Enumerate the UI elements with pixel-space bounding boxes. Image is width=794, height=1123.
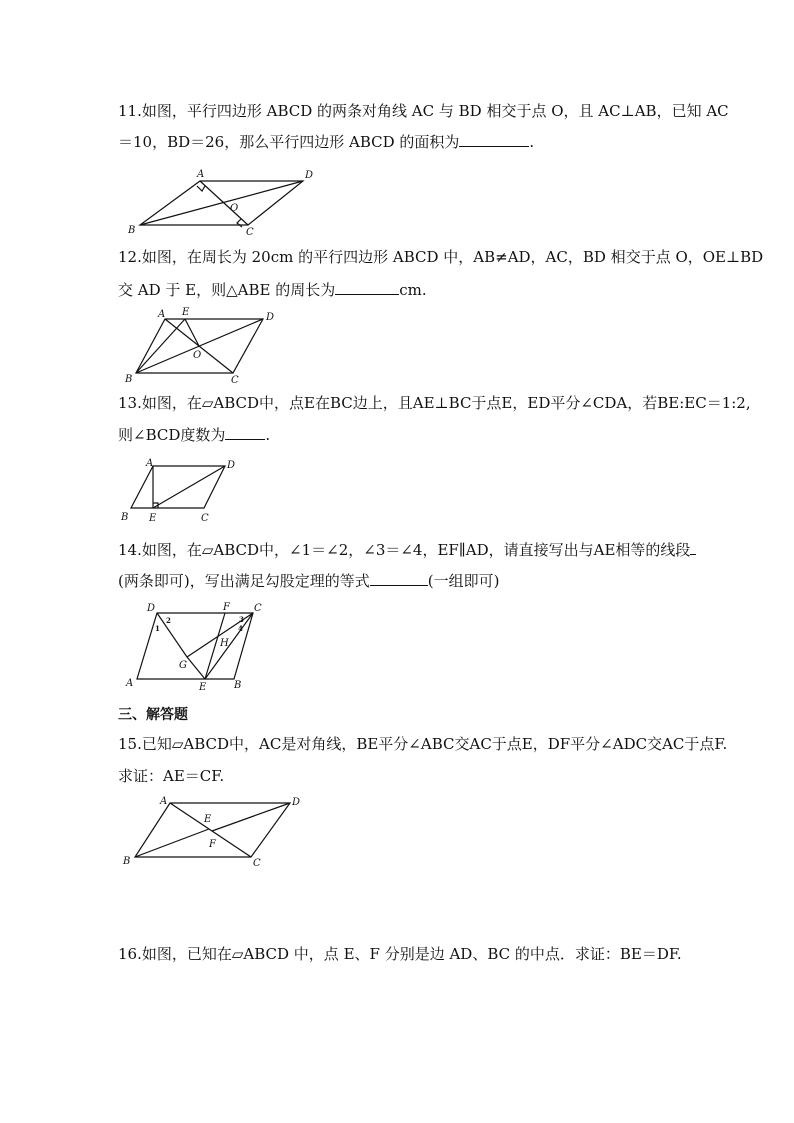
label-f: F xyxy=(223,602,230,613)
problem-16-line-1: 16.如图，已知在▱ABCD 中，点 E、F 分别是边 AD、BC 的中点．求证：BE＝DF. xyxy=(118,945,682,963)
label-c: C xyxy=(231,375,239,386)
label-o: O xyxy=(193,350,202,361)
angle-label-1: 1 xyxy=(155,624,160,633)
label-a: A xyxy=(197,169,205,180)
label-c: C xyxy=(246,227,254,238)
problem-14-text: 14.如图，在▱ABCD中，∠1＝∠2，∠3＝∠4，EF∥AD，请直接写出与AE相等的线段 xyxy=(118,541,691,559)
problem-11-line-1: 11.如图，平行四边形 ABCD 的两条对角线 AC 与 BD 相交于点 O，且 AC⊥AB，已知 AC xyxy=(118,102,729,120)
answer-blank xyxy=(459,131,529,147)
label-c: C xyxy=(254,603,262,614)
segment-ge xyxy=(187,657,205,679)
label-d: D xyxy=(266,312,275,323)
figure-problem-11 xyxy=(125,167,325,237)
problem-14-text-3: (一组即可) xyxy=(427,572,500,590)
segment-ce xyxy=(205,613,253,679)
answer-blank xyxy=(690,539,696,555)
section-heading: 三、解答题 xyxy=(118,707,188,723)
label-a: A xyxy=(146,458,154,469)
figure-problem-15 xyxy=(118,793,318,873)
label-f: F xyxy=(209,839,216,850)
problem-11-text: ＝10，BD＝26，那么平行四边形 ABCD 的面积为 xyxy=(118,133,460,151)
problem-12-line-2 xyxy=(118,279,427,300)
segment-fd xyxy=(212,803,290,831)
problem-15-line-1: 15.已知▱ABCD中，AC是对角线，BE平分∠ABC交AC于点E，DF平分∠ADC交AC于点F. xyxy=(118,735,728,753)
label-h: H xyxy=(220,638,229,649)
label-g: G xyxy=(179,660,187,671)
right-angle-mark-a xyxy=(197,186,205,191)
label-b: B xyxy=(121,512,129,523)
problem-15-line-2: 求证：AE＝CF. xyxy=(118,767,225,785)
diagonal-ac xyxy=(200,181,248,225)
label-b: B xyxy=(234,680,242,691)
problem-13-line-1: 13.如图，在▱ABCD中，点E在BC边上，且AE⊥BC于点E，ED平分∠CDA，若BE:EC＝1:2, xyxy=(118,394,751,412)
problem-14-text-2: (两条即可)，写出满足勾股定理的等式 xyxy=(118,572,370,590)
figure-problem-14 xyxy=(122,600,272,693)
answer-blank xyxy=(335,279,399,295)
angle-label-3: 3 xyxy=(239,615,244,624)
label-b: B xyxy=(123,856,131,867)
problem-13-line-2 xyxy=(118,424,270,445)
diagonal-bd xyxy=(140,181,303,225)
label-e: E xyxy=(149,513,157,524)
angle-label-4: 4 xyxy=(238,624,243,633)
label-c: C xyxy=(253,858,261,869)
label-a: A xyxy=(158,309,166,320)
problem-14-line-1 xyxy=(118,539,696,560)
figure-problem-12 xyxy=(120,308,290,388)
diagonal-bd xyxy=(136,319,263,373)
problem-12-line-1: 12.如图，在周长为 20cm 的平行四边形 ABCD 中，AB≠AD，AC，BD 相交于点 O，OE⊥BD xyxy=(118,248,764,266)
label-a: A xyxy=(126,678,134,689)
label-d: D xyxy=(227,460,236,471)
problem-13-text: 则∠BCD度数为 xyxy=(118,426,226,444)
label-d: D xyxy=(305,170,314,181)
label-d: D xyxy=(147,603,156,614)
problem-12-text: 交 AD 于 E，则△ABE 的周长为 xyxy=(118,281,336,299)
parallelogram-abcd xyxy=(131,466,225,508)
label-e: E xyxy=(199,682,207,693)
answer-blank xyxy=(225,424,265,440)
label-b: B xyxy=(125,374,133,385)
label-d: D xyxy=(292,797,301,808)
figure-problem-13 xyxy=(115,456,245,526)
problem-14-line-2 xyxy=(118,570,499,591)
parallelogram-abcd xyxy=(137,613,253,679)
label-b: B xyxy=(128,225,136,236)
segment-dg xyxy=(157,613,187,657)
answer-blank xyxy=(370,570,428,586)
label-a: A xyxy=(160,796,168,807)
label-c: C xyxy=(201,513,209,524)
label-e: E xyxy=(204,814,212,825)
angle-label-2: 2 xyxy=(166,616,171,625)
problem-11-period: . xyxy=(529,133,535,151)
segment-eo xyxy=(185,319,199,346)
segment-be xyxy=(135,829,209,857)
problem-11-line-2 xyxy=(118,131,534,152)
label-e: E xyxy=(182,307,190,318)
problem-13-period: . xyxy=(265,426,271,444)
label-o: O xyxy=(230,203,239,214)
problem-12-unit: cm. xyxy=(399,281,427,299)
right-angle-mark-c xyxy=(237,219,242,227)
